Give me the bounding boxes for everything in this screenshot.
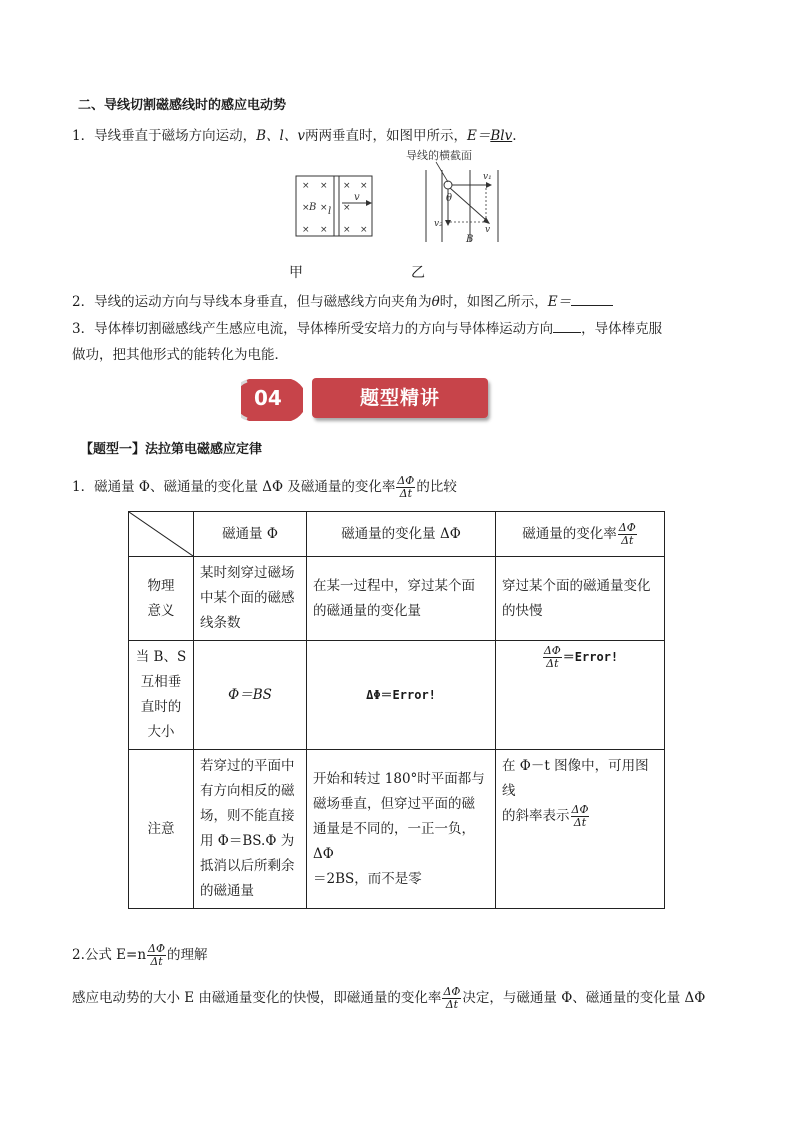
cell-line: 中某个面的磁感 <box>200 590 295 606</box>
table-cell <box>496 641 665 750</box>
cell-line: 穿过某个面的磁通量变化 <box>502 577 651 594</box>
fraction-denominator: Δt <box>621 533 634 547</box>
item-2 <box>72 290 613 310</box>
v-arrow <box>450 188 486 220</box>
table-row <box>129 641 665 750</box>
cell-line: 线条数 <box>200 615 241 631</box>
cross-mark: × <box>320 225 328 235</box>
table-cell <box>496 557 665 641</box>
table-cell: Φ＝BS <box>194 641 307 750</box>
item-2-prefix: 2．导线的运动方向与导线本身垂直，但与磁感线方向夹角为 <box>72 294 432 310</box>
row-label <box>129 557 194 641</box>
fraction-denominator: Δt <box>150 955 163 968</box>
cross-mark: × <box>343 203 351 213</box>
fraction-numerator: ΔΦ <box>397 474 415 487</box>
diagonal-line <box>129 512 193 556</box>
label-v: v <box>354 192 360 203</box>
table-cell <box>307 750 496 909</box>
table-cell: ΔΦ＝Error! <box>307 641 496 750</box>
formula-suffix: 的理解 <box>167 947 208 963</box>
compare-suffix: 的比较 <box>416 479 457 495</box>
label-theta: θ <box>446 193 453 204</box>
caption-jia: 甲 <box>289 265 303 281</box>
table-cell <box>496 750 665 909</box>
table-row <box>129 750 665 909</box>
cell-line: 某时刻穿过磁场 <box>200 565 295 581</box>
fraction-denominator: Δt <box>445 998 459 1011</box>
cell-line: 开始和转过 180°时平面都与 <box>313 770 485 787</box>
item-1-vars: B、l、v <box>256 128 305 144</box>
fraction-denominator: Δt <box>399 487 413 500</box>
table-cell <box>194 750 307 909</box>
rate-fraction <box>396 475 415 500</box>
table-cell <box>194 557 307 641</box>
item-1-end: . <box>512 128 517 144</box>
cross-mark: × <box>302 181 310 191</box>
fraction-numerator: ΔΦ <box>618 520 636 534</box>
fraction-numerator: ΔΦ <box>148 942 166 955</box>
label-b: B <box>309 202 317 213</box>
formula-heading <box>72 942 208 968</box>
cell-line: 有方向相反的磁 <box>200 783 295 799</box>
cell-line: 的磁通量的变化量 <box>313 602 421 619</box>
cross-mark: × <box>343 225 351 235</box>
rate-fraction <box>442 986 461 1011</box>
row-label-line: 物理 <box>147 577 175 594</box>
item-1-mid: 两两垂直时，如图甲所示， <box>304 128 467 144</box>
item-1-e: E＝ <box>466 128 491 144</box>
item-3-text: 3．导体棒切割磁感线产生感应电流，导体棒所受安培力的方向与导体棒运动方向 <box>72 321 554 337</box>
fraction-numerator: ΔΦ <box>443 985 461 998</box>
item-2-theta: θ <box>431 294 440 310</box>
compare-prefix: 1．磁通量 Φ、磁通量的变化量 ΔΦ 及磁通量的变化率 <box>72 479 396 495</box>
label-v: v <box>485 225 491 235</box>
cross-mark: × <box>302 225 310 235</box>
row-label-line: 当 B、S <box>135 649 187 665</box>
row-label-line: 互相垂 <box>140 674 182 690</box>
cross-mark: × <box>360 225 368 235</box>
formula-body <box>72 985 705 1011</box>
cell-line <box>502 804 658 829</box>
item-1 <box>72 124 517 144</box>
cell-line: 若穿过的平面中 <box>200 758 295 774</box>
answer-blank[interactable] <box>553 320 581 333</box>
cell-line: 在 Φ－t 图像中，可用图线 <box>502 758 649 799</box>
fraction-numerator: ΔΦ <box>571 803 589 816</box>
banner-number: 04 <box>254 386 282 410</box>
table-header-rate <box>496 512 665 557</box>
figure-jia-diagram <box>290 172 380 242</box>
section-title: 二、导线切割磁感线时的感应电动势 <box>78 98 287 113</box>
cell-line: 的快慢 <box>502 602 543 619</box>
item-2-e: E＝ <box>547 294 572 310</box>
cell-line: 通量是不同的，一正一负，ΔΦ <box>313 820 475 862</box>
fraction-denominator: Δt <box>546 657 559 670</box>
table-row <box>129 557 665 641</box>
label-b: B <box>466 234 474 245</box>
caption-yi: 乙 <box>411 265 425 281</box>
formula-body-prefix: 感应电动势的大小 E 由磁通量变化的快慢，即磁通量的变化率 <box>72 990 442 1006</box>
label-l: l <box>328 206 332 217</box>
cross-mark: × <box>343 181 351 191</box>
row-label <box>129 641 194 750</box>
fraction-numerator: ΔΦ <box>543 644 561 657</box>
cross-mark: × <box>320 203 328 213</box>
row-label-line: 大小 <box>147 724 175 740</box>
arrowhead <box>366 200 372 206</box>
row-label-line: 直时的 <box>140 699 182 715</box>
arrowhead <box>445 220 451 226</box>
row-label: 注意 <box>129 750 194 909</box>
banner-title: 题型精讲 <box>359 387 440 409</box>
compare-intro <box>72 474 457 500</box>
cross-mark: × <box>302 203 310 213</box>
cell-line: 抵消以后所剩余 <box>200 858 295 874</box>
cell-text: ＝Error! <box>562 650 619 664</box>
item-1-prefix: 1．导线垂直于磁场方向运动， <box>72 128 257 144</box>
item-3-end: ，导体棒克服 <box>581 321 663 337</box>
table-header: 磁通量的变化量 ΔΦ <box>307 512 496 557</box>
table-corner-cell <box>129 512 194 557</box>
answer-blank[interactable] <box>571 293 613 306</box>
label-v2: v₂ <box>434 219 443 229</box>
cell-text: 的斜率表示 <box>502 808 570 824</box>
rate-fraction <box>618 522 637 547</box>
fraction-denominator: Δt <box>573 816 587 829</box>
table-header: 磁通量 Φ <box>194 512 307 557</box>
rate-fraction <box>571 804 590 829</box>
cell-line: 在某一过程中，穿过某个面 <box>313 577 475 594</box>
cell-line: 磁场垂直，但穿过平面的磁 <box>313 795 475 812</box>
cell-line: 的磁通量 <box>200 883 254 899</box>
table-header-row <box>129 512 665 557</box>
formula-body-suffix: 决定，与磁通量 Φ、磁通量的变化量 ΔΦ <box>462 990 706 1006</box>
table-cell <box>307 557 496 641</box>
item-3-line-2: 做功，把其他形式的能转化为电能． <box>72 347 288 363</box>
rate-fraction <box>147 943 166 968</box>
rate-fraction <box>543 645 562 670</box>
row-label-line: 意义 <box>147 602 175 619</box>
label-v1: v₁ <box>483 172 492 182</box>
arrowhead <box>486 182 492 188</box>
item-2-mid: 时，如图乙所示， <box>439 294 548 310</box>
cell-line: 场，则不能直接 <box>200 808 295 824</box>
figure-yi-title: 导线的横截面 <box>406 149 472 162</box>
wire-cross-section <box>444 181 452 189</box>
item-1-answer: Blv <box>490 128 513 144</box>
cell-line: 用 Φ＝BS.Φ 为 <box>200 833 295 849</box>
formula-prefix: 2.公式 E=n <box>72 947 147 963</box>
cross-mark: × <box>320 181 328 191</box>
header-text: 磁通量的变化率 <box>522 525 617 542</box>
figure-yi-diagram <box>398 146 508 248</box>
cross-mark: × <box>360 181 368 191</box>
item-3-line-1 <box>72 317 662 337</box>
cell-line: ＝2BS，而不是零 <box>313 870 422 887</box>
comparison-table <box>128 511 665 909</box>
type-1-heading: 【题型一】法拉第电磁感应定律 <box>80 442 263 457</box>
